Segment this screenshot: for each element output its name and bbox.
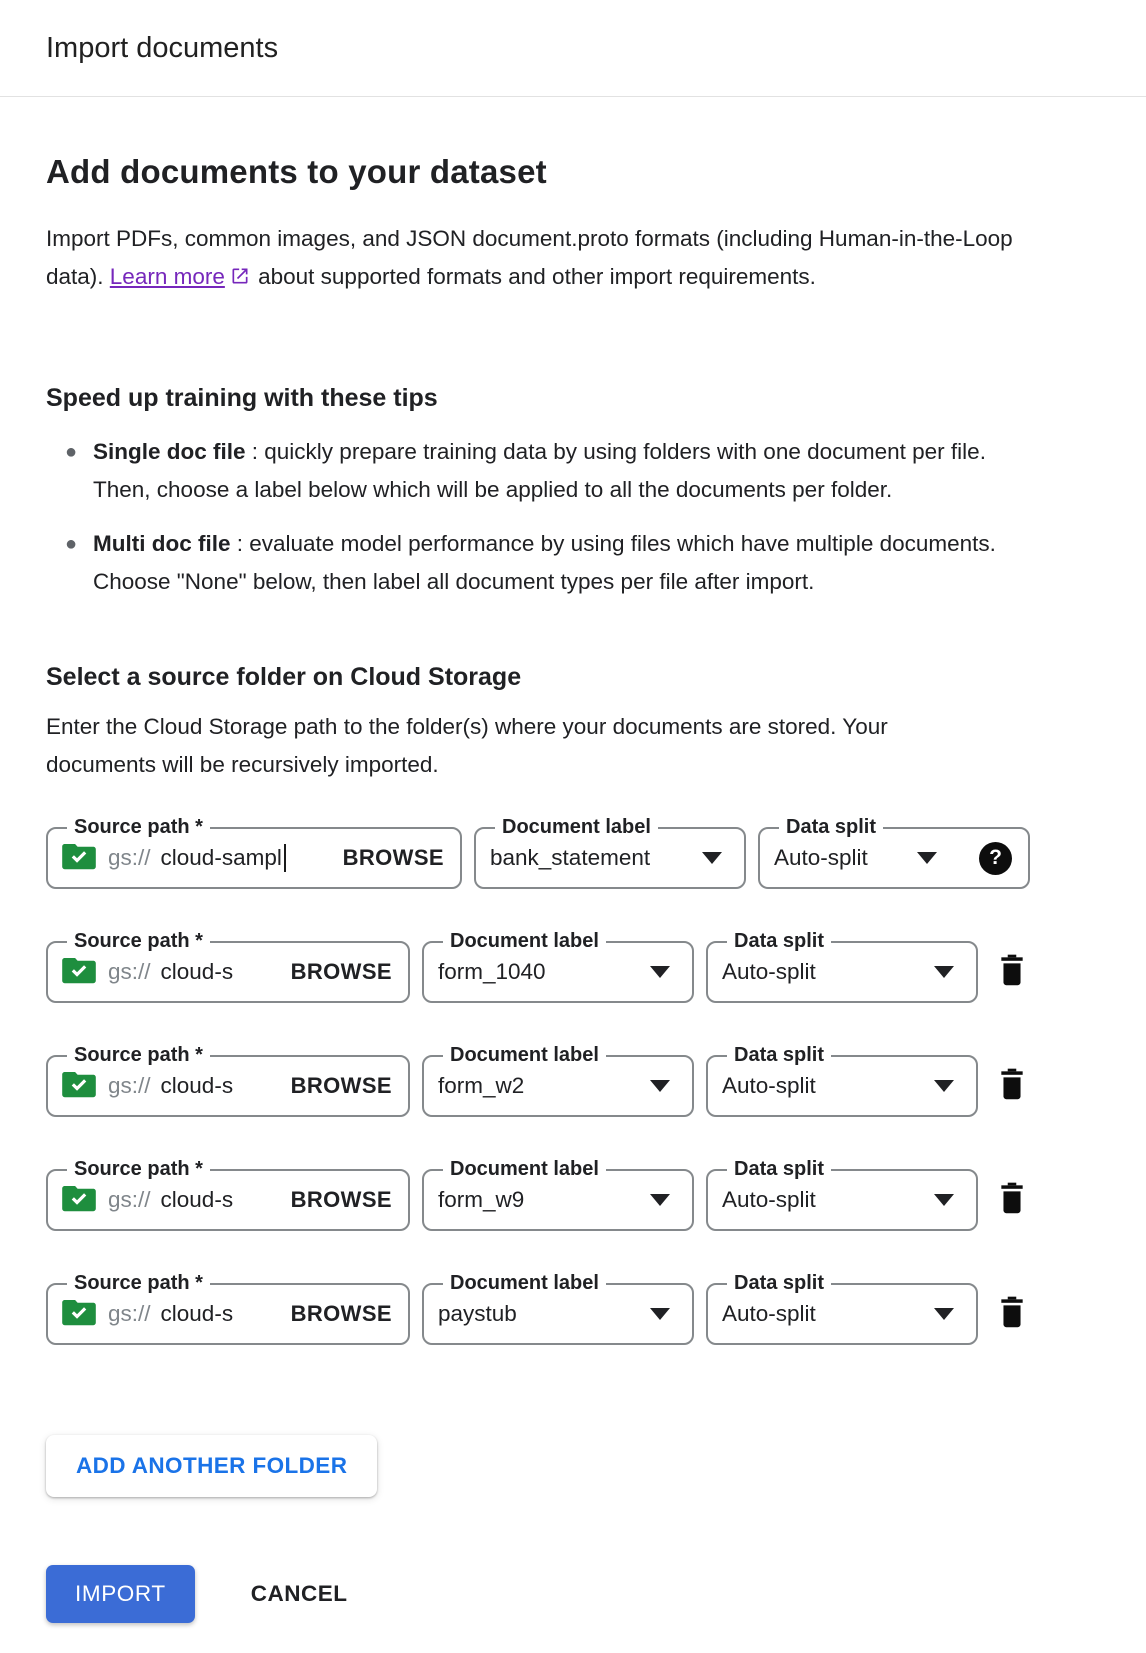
import-folder-row <box>46 1272 1100 1345</box>
source-path-input[interactable]: cloud-s <box>160 1187 234 1212</box>
dropdown-caret-icon[interactable] <box>650 1308 670 1320</box>
data-split-value: Auto-split <box>722 1301 816 1326</box>
source-path-label: Source path * <box>74 930 203 952</box>
import-folder-row <box>46 1044 1100 1117</box>
gs-prefix: gs:// <box>108 959 151 984</box>
help-icon[interactable]: ? <box>979 842 1012 875</box>
data-split-label: Data split <box>734 930 825 952</box>
data-split-select[interactable] <box>706 1158 978 1231</box>
intro-paragraph <box>46 220 1031 298</box>
source-path-label: Source path * <box>74 1272 203 1294</box>
import-folder-row <box>46 816 1100 889</box>
document-label-label: Document label <box>450 930 599 952</box>
document-label-value: form_1040 <box>438 959 546 984</box>
document-label-select[interactable] <box>474 816 746 889</box>
source-section-description: Enter the Cloud Storage path to the folder(s) where your documents are stored. Your documents will be recursively imported. <box>46 714 888 777</box>
browse-button[interactable]: BROWSE <box>342 845 444 870</box>
data-split-select[interactable] <box>706 1044 978 1117</box>
dialog-title: Import documents <box>46 31 279 64</box>
source-path-label: Source path * <box>74 1158 203 1180</box>
trash-icon[interactable] <box>996 1180 1028 1216</box>
folder-check-icon <box>62 1300 96 1328</box>
data-split-select[interactable] <box>758 816 1030 889</box>
data-split-value: Auto-split <box>722 1187 816 1212</box>
dropdown-caret-icon[interactable] <box>934 966 954 978</box>
source-path-field[interactable] <box>46 1044 410 1117</box>
dropdown-caret-icon[interactable] <box>650 966 670 978</box>
tip-text <box>93 433 1046 509</box>
list-item <box>46 525 1046 601</box>
document-label-value: bank_statement <box>490 845 651 870</box>
source-path-field[interactable] <box>46 930 410 1003</box>
bullet-icon: ● <box>65 533 78 555</box>
text-caret <box>284 844 286 872</box>
intro-text-before: Import PDFs, common images, and JSON document.proto formats (including Human-in-the-Loop data). <box>46 226 1013 289</box>
source-path-input[interactable]: cloud-s <box>160 1301 234 1326</box>
dialog-header <box>0 0 1146 97</box>
browse-button[interactable]: BROWSE <box>290 1301 392 1326</box>
folder-check-icon <box>62 958 96 986</box>
dropdown-caret-icon[interactable] <box>650 1080 670 1092</box>
source-path-label: Source path * <box>74 1044 203 1066</box>
document-label-select[interactable] <box>422 1044 694 1117</box>
dropdown-caret-icon[interactable] <box>650 1194 670 1206</box>
data-split-label: Data split <box>734 1044 825 1066</box>
tip-body: : quickly prepare training data by using folders with one document per file. Then, choose a label below which will be applied to all the documents per folder. <box>93 439 986 502</box>
cancel-button[interactable]: CANCEL <box>250 1581 348 1606</box>
data-split-select[interactable] <box>706 1272 978 1345</box>
folder-check-icon <box>62 1186 96 1214</box>
tips-list <box>46 433 1046 601</box>
document-label-select[interactable] <box>422 1158 694 1231</box>
external-link-icon <box>230 260 250 298</box>
folder-check-icon <box>62 1072 96 1100</box>
document-label-label: Document label <box>450 1158 599 1180</box>
source-path-field[interactable] <box>46 1272 410 1345</box>
folder-check-icon <box>62 844 96 872</box>
source-section-heading: Select a source folder on Cloud Storage <box>46 663 522 691</box>
import-button[interactable]: IMPORT <box>46 1565 195 1623</box>
document-label-select[interactable] <box>422 1272 694 1345</box>
source-path-input[interactable]: cloud-s <box>160 1073 234 1098</box>
document-label-select[interactable] <box>422 930 694 1003</box>
data-split-label: Data split <box>734 1272 825 1294</box>
import-folder-row <box>46 930 1100 1003</box>
list-item <box>46 433 1046 509</box>
import-folder-row <box>46 1158 1100 1231</box>
tips-heading: Speed up training with these tips <box>46 384 438 412</box>
dropdown-caret-icon[interactable] <box>934 1308 954 1320</box>
dropdown-caret-icon[interactable] <box>917 852 937 864</box>
gs-prefix: gs:// <box>108 1073 151 1098</box>
folder-rows <box>46 816 1100 1345</box>
source-path-field[interactable] <box>46 1158 410 1231</box>
source-path-label: Source path * <box>74 816 203 838</box>
trash-icon[interactable] <box>996 1294 1028 1330</box>
dropdown-caret-icon[interactable] <box>934 1080 954 1092</box>
browse-button[interactable]: BROWSE <box>290 1187 392 1212</box>
data-split-value: Auto-split <box>722 959 816 984</box>
import-dialog-body <box>0 153 1146 1653</box>
tip-text <box>93 525 1046 601</box>
page-title: Add documents to your dataset <box>46 153 547 190</box>
dropdown-caret-icon[interactable] <box>934 1194 954 1206</box>
document-label-value: paystub <box>438 1301 517 1326</box>
document-label-value: form_w2 <box>438 1073 525 1098</box>
add-another-folder-button[interactable]: ADD ANOTHER FOLDER <box>46 1435 377 1497</box>
trash-icon[interactable] <box>996 952 1028 988</box>
browse-button[interactable]: BROWSE <box>290 1073 392 1098</box>
gs-prefix: gs:// <box>108 1301 151 1326</box>
trash-icon[interactable] <box>996 1066 1028 1102</box>
learn-more-link[interactable]: Learn more <box>109 264 225 289</box>
gs-prefix: gs:// <box>108 845 151 870</box>
tip-lead: Single doc file <box>93 439 246 464</box>
browse-button[interactable]: BROWSE <box>290 959 392 984</box>
data-split-label: Data split <box>734 1158 825 1180</box>
data-split-value: Auto-split <box>774 845 868 870</box>
document-label-value: form_w9 <box>438 1187 525 1212</box>
document-label-label: Document label <box>502 816 651 838</box>
gs-prefix: gs:// <box>108 1187 151 1212</box>
document-label-label: Document label <box>450 1272 599 1294</box>
source-path-input[interactable]: cloud-s <box>160 959 234 984</box>
data-split-label: Data split <box>786 816 877 838</box>
data-split-select[interactable] <box>706 930 978 1003</box>
source-path-input[interactable]: cloud-sampl <box>160 845 282 870</box>
dialog-actions <box>46 1565 1100 1623</box>
bullet-icon: ● <box>65 441 78 463</box>
document-label-label: Document label <box>450 1044 599 1066</box>
tip-body: : evaluate model performance by using files which have multiple documents. Choose "None" below, then label all document types per file after import. <box>93 531 996 594</box>
tip-lead: Multi doc file <box>93 531 231 556</box>
intro-text-after: about supported formats and other import requirements. <box>251 264 816 289</box>
source-path-field[interactable] <box>46 816 462 889</box>
dropdown-caret-icon[interactable] <box>702 852 722 864</box>
data-split-value: Auto-split <box>722 1073 816 1098</box>
